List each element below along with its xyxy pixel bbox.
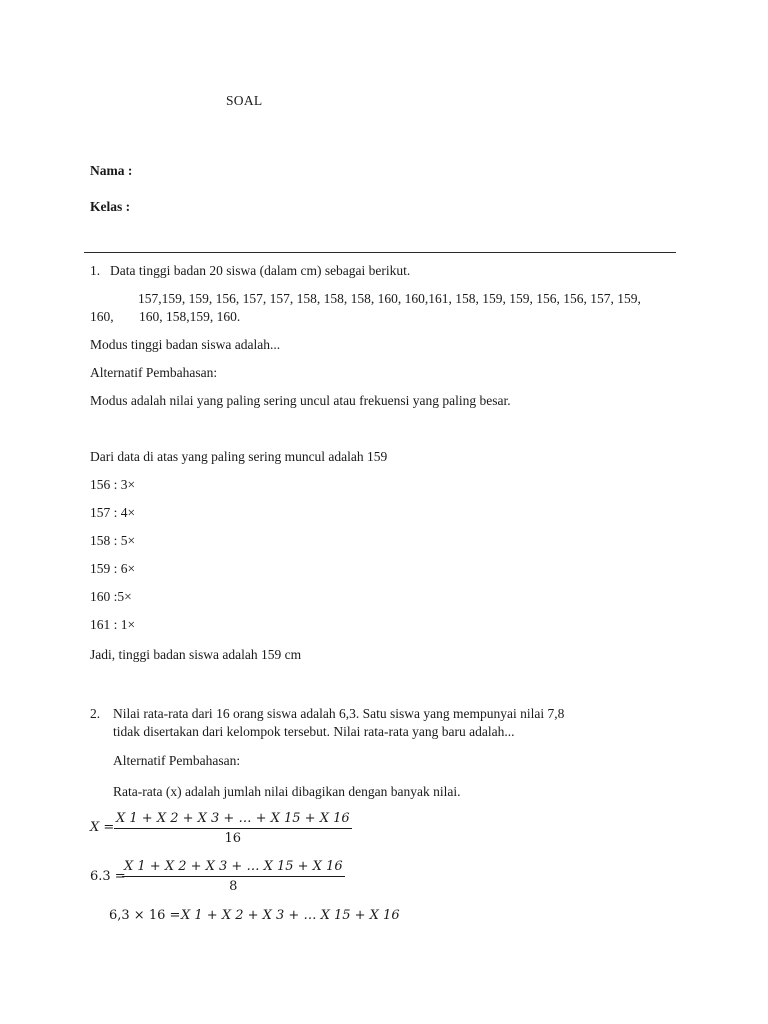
header-divider [84, 252, 676, 253]
q2-alt-heading: Alternatif Pembahasan: [113, 753, 241, 768]
q1-frequency-item: 159 : 6× [90, 561, 136, 576]
q1-number: 1. [90, 263, 101, 278]
q1-frequency-item: 161 : 1× [90, 617, 136, 632]
q1-frequency-item: 158 : 5× [90, 533, 136, 548]
q1-data-line-2a: 160, [90, 309, 114, 324]
equation-3-right: X 1 + X 2 + X 3 + … X 15 + X 16 [181, 908, 400, 923]
equation-1-lhs: X = [90, 820, 115, 835]
equation-2-denominator: 8 [229, 879, 238, 894]
q1-frequency-item: 157 : 4× [90, 505, 136, 520]
q2-definition: Rata-rata (x) adalah jumlah nilai dibagikan dengan banyak nilai. [113, 784, 461, 799]
equation-1-fraction [114, 811, 352, 846]
equation-1-denominator: 16 [224, 831, 242, 846]
q1-alt-heading: Alternatif Pembahasan: [90, 365, 218, 380]
equation-2-fraction [122, 859, 345, 894]
q1-question: Modus tinggi badan siswa adalah... [90, 337, 281, 352]
document-title: SOAL [226, 93, 263, 108]
q1-definition: Modus adalah nilai yang paling sering uncul atau frekuensi yang paling besar. [90, 393, 511, 408]
equation-2-lhs: 6.3 = [90, 869, 126, 884]
q2-prompt-line-2: tidak disertakan dari kelompok tersebut. Nilai rata-rata yang baru adalah... [113, 724, 515, 739]
equation-2-numerator: X 1 + X 2 + X 3 + … X 15 + X 16 [122, 859, 345, 877]
q1-most-frequent: Dari data di atas yang paling sering muncul adalah 159 [90, 449, 388, 464]
equation-1-numerator: X 1 + X 2 + X 3 + … + X 15 + X 16 [114, 811, 352, 829]
q1-data-line-1: 157,159, 159, 156, 157, 157, 158, 158, 158, 160, 160,161, 158, 159, 159, 156, 156, 157, 159, [138, 291, 641, 306]
class-field-label: Kelas : [90, 199, 131, 214]
q2-prompt-line-1: Nilai rata-rata dari 16 orang siswa adalah 6,3. Satu siswa yang mempunyai nilai 7,8 [113, 706, 565, 721]
q1-frequency-item: 156 : 3× [90, 477, 136, 492]
q1-data-line-2b: 160, 158,159, 160. [139, 309, 241, 324]
q2-number: 2. [90, 706, 101, 721]
q1-prompt: Data tinggi badan 20 siswa (dalam cm) sebagai berikut. [110, 263, 411, 278]
equation-3-left: 6,3 × 16 = [109, 908, 181, 923]
q1-frequency-item: 160 :5× [90, 589, 132, 604]
name-field-label: Nama : [90, 163, 133, 178]
q1-conclusion: Jadi, tinggi badan siswa adalah 159 cm [90, 647, 302, 662]
